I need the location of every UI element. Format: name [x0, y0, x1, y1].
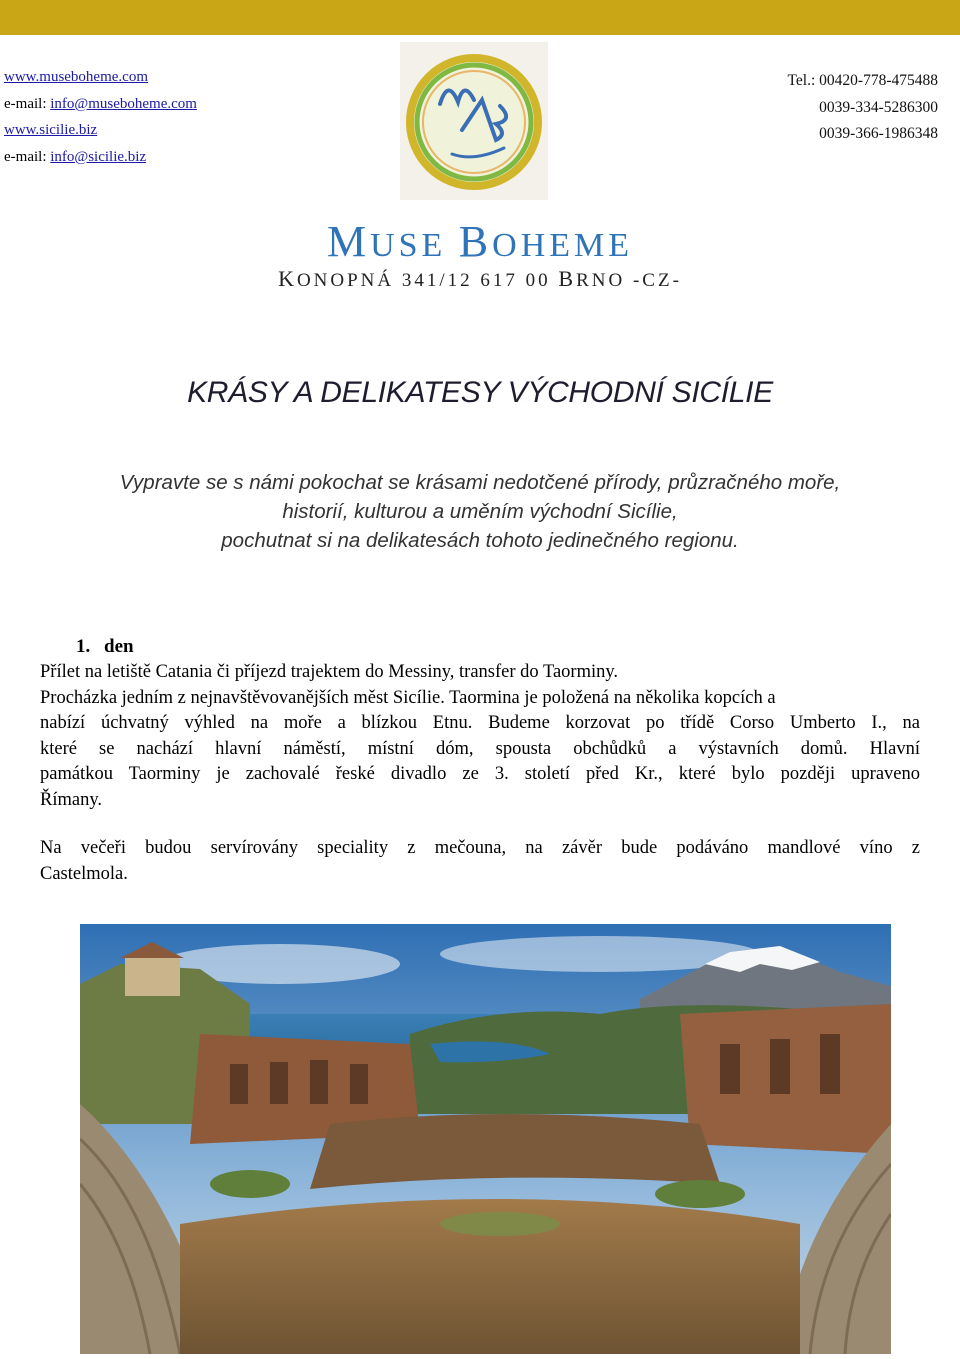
brand-rest: USE [370, 227, 447, 264]
paragraph-line: Na večeři budou servírovány speciality z mečouna, na závěr bude podáváno mandlové víno z [40, 838, 920, 858]
phone-number: 0039-334-5286300 [819, 98, 938, 116]
address-country: -CZ- [632, 270, 682, 291]
website-link-museboheme[interactable]: www.museboheme.com [4, 69, 148, 85]
paragraph-line: Římany. [40, 789, 103, 810]
page-title: KRÁSY A DELIKATESY VÝCHODNÍ SICÍLIE [187, 376, 773, 409]
email-link-museboheme[interactable]: info@museboheme.com [50, 95, 197, 112]
intro-text [40, 468, 920, 555]
day-description [40, 660, 920, 813]
intro-line: Vypravte se s námi pokochat se krásami nedotčené přírody, průzračného moře, [119, 471, 841, 494]
paragraph-line: Castelmola. [40, 863, 128, 884]
dinner-description [40, 836, 920, 887]
brand-initial: B [458, 217, 493, 266]
email-link-row [4, 91, 197, 118]
address-city: RNO [576, 270, 626, 291]
address-initial: B [558, 266, 577, 291]
day-heading [76, 636, 134, 658]
email-link-row [4, 144, 197, 171]
day-label: den [104, 636, 134, 657]
paragraph-line: nabízí úchvatný výhled na moře a blízkou Etnu. Budeme korzovat po třídě Corso Umberto I., na [40, 713, 920, 733]
day-number: 1. [76, 636, 91, 657]
address-street: ONOPNÁ [296, 270, 395, 291]
address-number: 341/12 617 00 [401, 270, 551, 291]
brand-initial: M [326, 217, 371, 266]
top-accent-bar [0, 0, 960, 35]
contact-links [4, 64, 197, 170]
paragraph-line: které se nachází hlavní náměstí, místní dóm, spousta obchůdků a výstavních domů. Hlavní [40, 738, 920, 759]
intro-line: historií, kulturou a uměním východní Sicílie, [282, 500, 678, 523]
paragraph-line: památkou Taorminy je zachovalé řeské divadlo ze 3. století před Kr., které bylo později upraveno [40, 764, 920, 784]
paragraph-line: Přílet na letiště Catania či příjezd trajektem do Messiny, transfer do Taorminy. [40, 662, 619, 682]
taormina-theatre-photo [80, 924, 891, 1354]
brand-rest: OHEME [492, 227, 634, 264]
intro-line: pochutnat si na delikatesách tohoto jedinečného regionu. [221, 529, 739, 552]
brand-name [0, 216, 960, 267]
website-link-row [4, 117, 197, 144]
paragraph-line: Procházka jedním z nejnavštěvovanějších měst Sicílie. Taormina je položená na několika kopcích a [40, 687, 776, 708]
phone-numbers [788, 68, 938, 148]
website-link-sicilie[interactable]: www.sicilie.biz [4, 122, 98, 138]
phone-number: 0039-366-1986348 [819, 125, 938, 142]
website-link-row [4, 64, 197, 91]
phone-number: Tel.: 00420-778-475488 [787, 72, 938, 89]
email-link-sicilie[interactable]: info@sicilie.biz [50, 148, 147, 165]
email-label: e-mail: [4, 148, 51, 165]
muse-boheme-logo [400, 42, 548, 200]
email-label: e-mail: [4, 95, 51, 112]
company-address [0, 266, 960, 292]
address-initial: K [278, 266, 297, 291]
